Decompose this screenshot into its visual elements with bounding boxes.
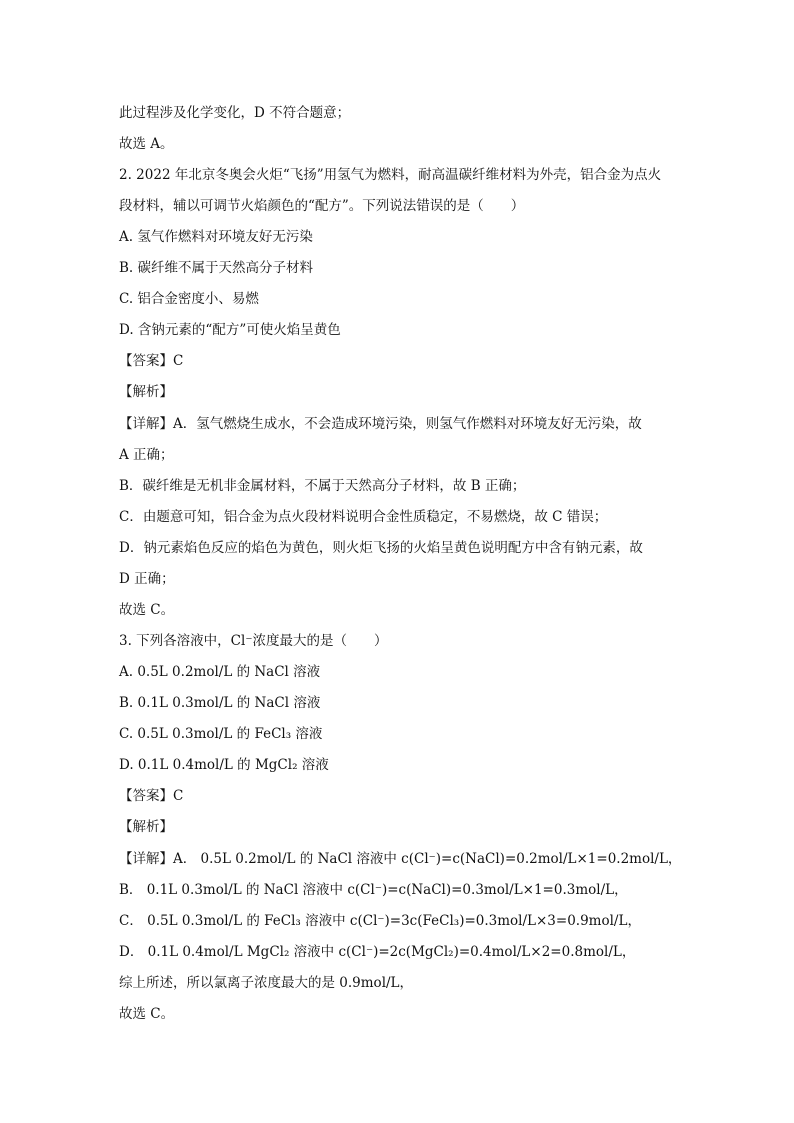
answer-label: 【答案】C <box>119 353 184 369</box>
option-c: C. 铝合金密度小、易燃 <box>119 291 259 307</box>
detail-text: D． 0.1L 0.4mol/L MgCl₂ 溶液中 c(Cl⁻)=2c(MgCl₂)=0.4mol/L×2=0.8mol/L， <box>119 944 636 960</box>
conclusion-text: 故选 C。 <box>119 602 175 618</box>
analysis-label: 【解析】 <box>119 384 173 400</box>
summary-text: 综上所述，所以氯离子浓度最大的是 0.9mol/L， <box>119 975 414 991</box>
conclusion-text: 故选 C。 <box>119 1006 175 1022</box>
option-b: B. 碳纤维不属于天然高分子材料 <box>119 260 314 276</box>
detail-text: D 正确； <box>119 571 175 587</box>
question-2-stem: 段材料，辅以可调节火焰颜色的“配方”。下列说法错误的是（ ） <box>119 198 525 214</box>
question-3-stem: 3. 下列各溶液中，Cl⁻浓度最大的是（ ） <box>119 633 388 649</box>
option-a: A. 氢气作燃料对环境友好无污染 <box>119 229 313 245</box>
detail-text: 【详解】A．氢气燃烧生成水，不会造成环境污染，则氢气作燃料对环境友好无污染，故 <box>119 416 642 432</box>
option-d: D. 含钠元素的“配方”可使火焰呈黄色 <box>119 322 341 338</box>
text-line: 此过程涉及化学变化，D 不符合题意； <box>119 105 351 121</box>
question-2-stem: 2. 2022 年北京冬奥会火炬“飞扬”用氢气为燃料，耐高温碳纤维材料为外壳，铝合金为点火 <box>119 167 662 183</box>
analysis-label: 【解析】 <box>119 819 173 835</box>
detail-text: D．钠元素焰色反应的焰色为黄色，则火炬飞扬的火焰呈黄色说明配方中含有钠元素，故 <box>119 540 643 556</box>
detail-text: B．碳纤维是无机非金属材料，不属于天然高分子材料，故 B 正确； <box>119 478 526 494</box>
detail-text: 【详解】A． 0.5L 0.2mol/L 的 NaCl 溶液中 c(Cl⁻)=c(NaCl)=0.2mol/L×1=0.2mol/L， <box>119 851 682 867</box>
option-a: A. 0.5L 0.2mol/L 的 NaCl 溶液 <box>119 664 321 680</box>
option-c: C. 0.5L 0.3mol/L 的 FeCl₃ 溶液 <box>119 726 323 742</box>
detail-text: C． 0.5L 0.3mol/L 的 FeCl₃ 溶液中 c(Cl⁻)=3c(FeCl₃)=0.3mol/L×3=0.9mol/L， <box>119 913 641 929</box>
option-d: D. 0.1L 0.4mol/L 的 MgCl₂ 溶液 <box>119 757 329 773</box>
text-line: 故选 A。 <box>119 136 174 152</box>
option-b: B. 0.1L 0.3mol/L 的 NaCl 溶液 <box>119 695 321 711</box>
detail-text: A 正确； <box>119 447 174 463</box>
answer-label: 【答案】C <box>119 788 184 804</box>
detail-text: B． 0.1L 0.3mol/L 的 NaCl 溶液中 c(Cl⁻)=c(NaCl)=0.3mol/L×1=0.3mol/L， <box>119 882 628 898</box>
detail-text: C．由题意可知，铝合金为点火段材料说明合金性质稳定，不易燃烧，故 C 错误； <box>119 509 608 525</box>
